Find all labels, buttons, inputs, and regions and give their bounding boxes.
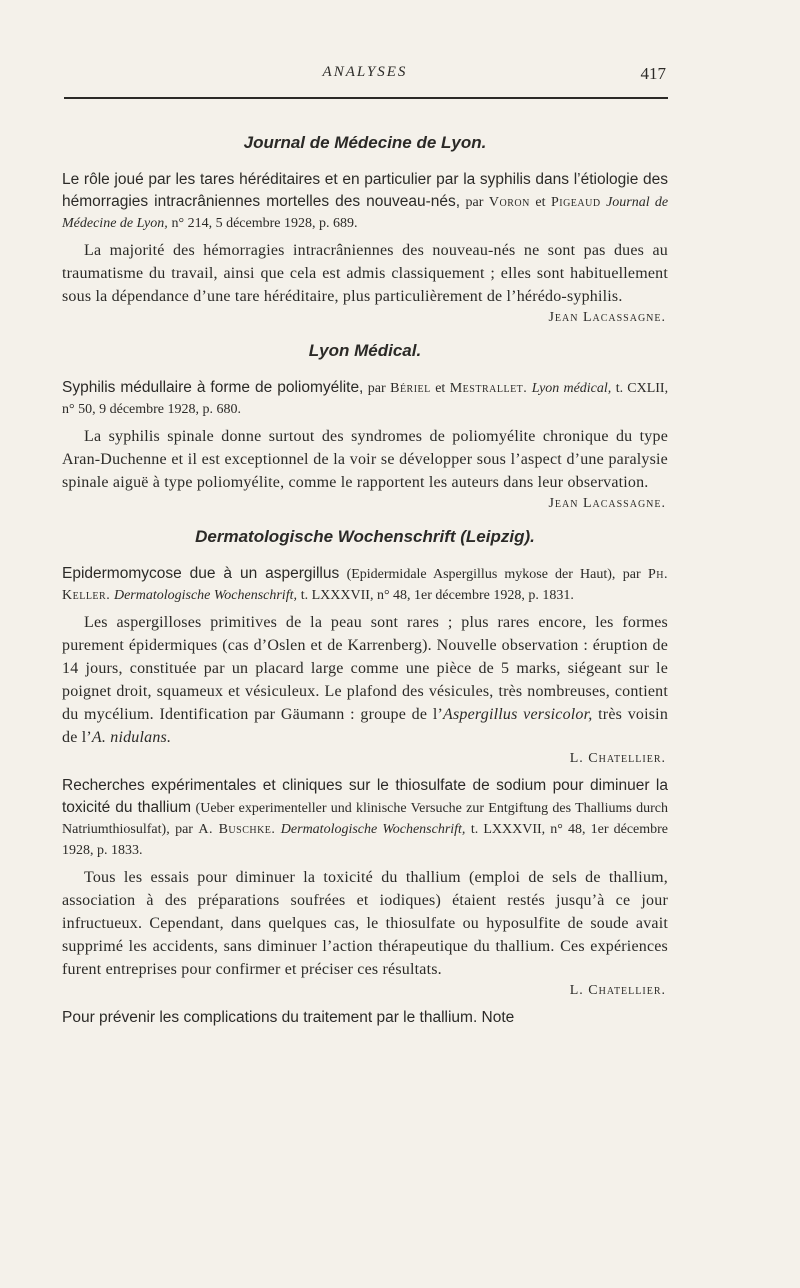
article-title: Pour prévenir les complications du traitement par le thallium. Note [62, 1009, 515, 1026]
citation-by: par [367, 381, 386, 396]
author-name: Voron [488, 195, 530, 210]
citation-and: et [435, 381, 446, 396]
article-title: Le rôle joué par les tares héréditaires et en particulier par la syphilis dans l’étiologie des hémorragies intracrâniennes mortelles des nouveau-nés, [62, 171, 668, 210]
body-text [62, 130, 668, 1029]
article-title: Recherches expérimentales et cliniques sur le thiosulfate de sodium pour diminuer la toxicité du thallium [62, 777, 668, 816]
article [62, 377, 668, 514]
citation-journal: Lyon médical, [531, 381, 612, 396]
abstract-text-part: très voisin de l’ [62, 706, 669, 746]
article-title: Epidermomycose due à un aspergillus [62, 565, 340, 582]
citation-ref: t. LXXXVII, n° 48, 1er décembre 1928, p. 1833. [62, 822, 669, 858]
journal-heading: Lyon Médical. [308, 341, 422, 360]
abstract-text: La syphilis spinale donne surtout des syndromes de poliomyélite chronique du type Aran-Duchenne et il est exceptionnel de la voir se développer sous l’aspect d’une paralysie spinale aiguë à type poliomyélite, comme le rapportent les auteurs dans leur observation. [62, 428, 668, 491]
citation-journal: Dermatologische Wochenschrift, [280, 822, 466, 837]
running-head [62, 64, 668, 88]
reviewer-signature: L. Chatellier. [569, 751, 666, 766]
abstract-text: La majorité des hémorragies intracrâniennes des nouveau-nés ne sont pas dues au traumatisme du travail, ainsi que cela est admis classiquement ; elles sont habituellement sous la dépendance d’une tare héréditaire, plus particulièrement de l’hérédo-syphilis. [62, 242, 668, 305]
running-title: ANALYSES [322, 64, 408, 80]
citation-ref: t. LXXXVII, n° 48, 1er décembre 1928, p. 1831. [300, 588, 574, 603]
article-header [62, 775, 668, 861]
author-name: Bériel [390, 381, 431, 396]
author-name: A. Buschke. [198, 822, 276, 837]
reviewer-signature: Jean Lacassagne. [548, 310, 666, 325]
article [62, 775, 668, 1001]
header-rule [64, 97, 668, 99]
author-name: Ph. Keller. [62, 567, 669, 603]
citation-by: par [465, 195, 484, 210]
article [62, 169, 668, 328]
citation-and: et [535, 195, 546, 210]
citation-ref: n° 214, 5 décembre 1928, p. 689. [171, 216, 358, 231]
article [62, 563, 668, 769]
article-header [62, 377, 668, 420]
species-name: A. nidulans. [91, 729, 172, 746]
article-header [62, 169, 668, 234]
article [62, 1007, 668, 1029]
article-header [62, 1007, 668, 1029]
page-number: 417 [640, 64, 666, 83]
abstract-text [62, 611, 668, 749]
species-name: Aspergillus versicolor, [443, 706, 593, 723]
reviewer-signature: L. Chatellier. [569, 983, 666, 998]
abstract-text-part: Les aspergilloses primitives de la peau sont rares ; plus rares encore, les formes purement épidermiques (cas d’Oslen et de Karrenberg). Nouvelle observation : éruption de 14 jours, constituée par un placard large comme une pièce de 5 marks, siégeant sur le poignet droit, squameux et vésiculeux. Le plafond des vésicules, très nombreuses, contient du mycélium. Identification par Gäumann : groupe de l’ [62, 614, 668, 723]
journal-heading: Journal de Médecine de Lyon. [243, 133, 487, 152]
citation-by: par [622, 567, 641, 582]
citation-journal: Journal de Médecine de Lyon, [62, 195, 669, 231]
author-name: Pigeaud [550, 195, 601, 210]
author-name: Mestrallet. [449, 381, 528, 396]
article-header [62, 563, 668, 606]
citation-ref: t. CXLII, n° 50, 9 décembre 1928, p. 680. [62, 381, 669, 417]
abstract-text: Tous les essais pour diminuer la toxicité du thallium (emploi de sels de thallium, association à des préparations soufrées et iodiques) étaient restés jusqu’à ce jour infructueux. Cependant, dans quelques cas, le thiosulfate ou hyposulfite de soude avait supprimé les accidents, sans diminuer l’action thérapeutique du thallium. Ces expériences furent entreprises pour confirmer et préciser ces résultats. [62, 869, 668, 978]
citation-by: par [175, 822, 193, 837]
reviewer-signature: Jean Lacassagne. [548, 496, 666, 511]
article-title: Syphilis médullaire à forme de poliomyélite, [62, 379, 364, 396]
journal-heading: Dermatologische Wochenschrift (Leipzig). [195, 527, 535, 546]
article-subtitle: (Ueber experimenteller und klinische Versuche zur Entgiftung des Thalliums durch Natriumthiosulfat), [62, 801, 669, 837]
citation-journal: Dermatologische Wochenschrift, [113, 588, 297, 603]
article-subtitle: (Epidermidale Aspergillus mykose der Haut), [346, 567, 616, 582]
